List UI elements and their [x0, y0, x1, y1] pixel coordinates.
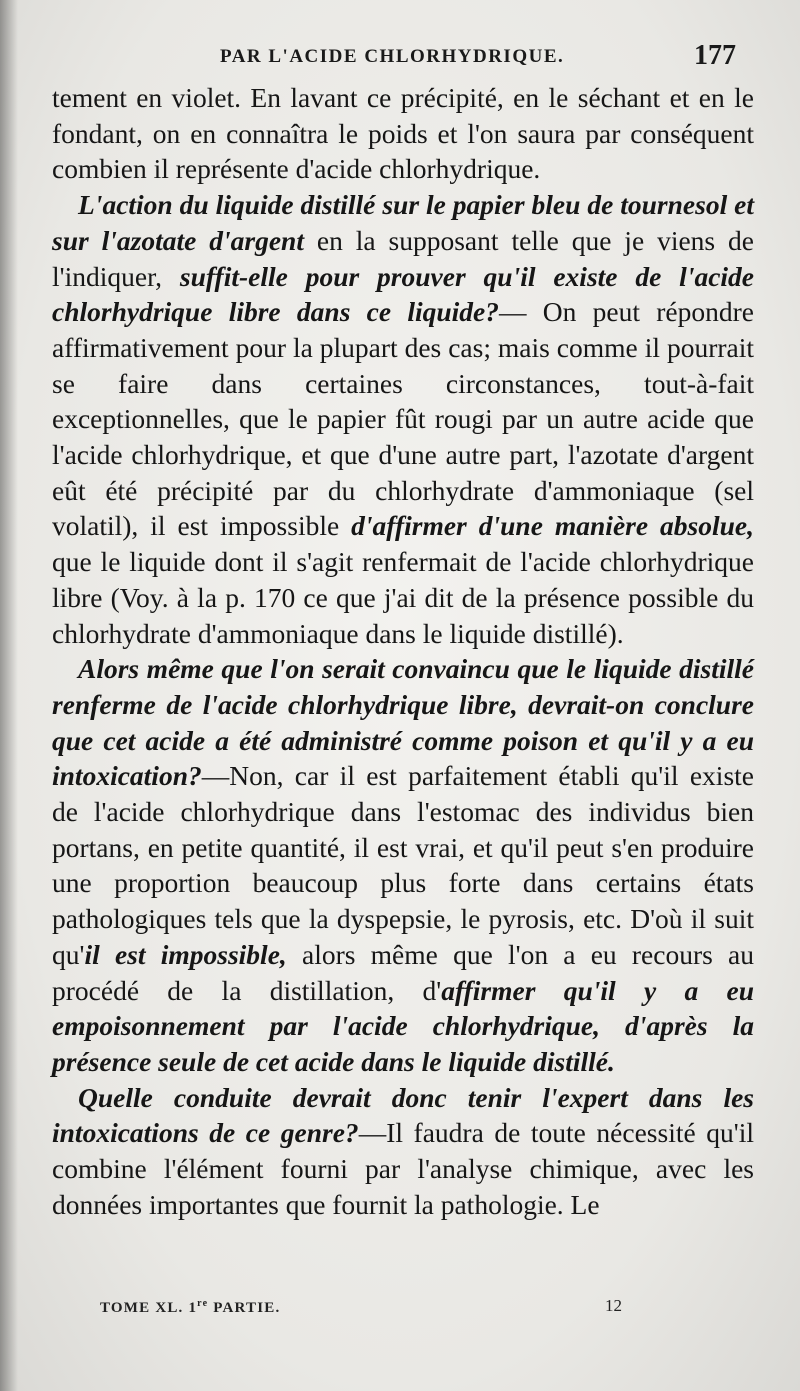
paragraph-2-text-3: que le liquide dont il s'agit renfermait de l'acide chlorhydrique libre (Voy. à la p. 170 ce que j'ai dit de la présence possible du chlorhydrate d'ammoniaque dans le liquide distillé). — [52, 546, 754, 649]
paragraph-2 — [52, 187, 754, 651]
paragraph-3-text-1: —Non, car il est parfaitement établi qu'il existe de l'acide chlorhydrique dans l'estomac des individus bien portans, en petite quantité, il est vrai, et qu'il peut s'en produire une proportion beaucoup plus forte dans certains états pathologiques tels que la dyspepsie, le pyrosis, etc. D'où il suit qu' — [52, 760, 754, 970]
signature-sup: re — [197, 1298, 209, 1309]
signature-prefix: TOME XL. 1 — [100, 1300, 198, 1316]
running-head: PAR L'ACIDE CHLORHYDRIQUE. — [220, 46, 565, 67]
question-3: Quelle conduite devrait donc tenir l'expert dans les intoxications de ce genre? — [52, 1081, 754, 1149]
page-header — [60, 40, 740, 80]
paragraph-4 — [52, 1080, 754, 1223]
emphasis-impossible: il est impossible, — [84, 938, 287, 970]
paragraph-3-text-2: alors même que l'on a eu recours au procédé de la distillation, d' — [52, 938, 755, 1006]
paragraph-4-text-1: —Il faudra de toute nécessité qu'il combine l'élément fourni par l'analyse chimique, avec les données importantes que fournit la pathologie. Le — [52, 1117, 754, 1220]
binding-shadow — [0, 0, 18, 1391]
page-number: 177 — [694, 40, 736, 71]
sheet-number: 12 — [605, 1296, 622, 1315]
question-1-part-2: suffit-elle pour prouver qu'il existe de l'acide chlorhydrique libre dans ce liquide? — [52, 260, 755, 328]
paragraph-3 — [52, 651, 754, 1079]
question-1-part-1: L'action du liquide distillé sur le papier bleu de tournesol et sur l'azotate d'argent — [52, 189, 754, 256]
question-2: Alors même que l'on serait convaincu que le liquide distillé renferme de l'acide chlorhydrique libre, devrait-on conclure que cet acide a été administré comme poison et qu'il y a eu intoxication? — [52, 653, 754, 792]
emphasis-affirmer: d'affirmer d'une manière absolue, — [351, 510, 754, 542]
paragraph-1 — [52, 80, 754, 187]
paragraph-2-text-1: en la supposant telle que je viens de l'indiquer, — [52, 224, 754, 292]
signature-suffix: PARTIE. — [208, 1300, 281, 1316]
paragraph-1-text: tement en violet. En lavant ce précipité, en le séchant et en le fondant, on en connaîtra le poids et l'on saura par conséquent combien il représente d'acide chlorhydrique. — [52, 82, 754, 185]
signature-mark — [100, 1298, 280, 1317]
body-text — [52, 80, 754, 1223]
paragraph-2-text-2: — On peut répondre affirmativement pour la plupart des cas; mais comme il pourrait se faire dans certaines circonstances, tout-à-fait exceptionnelles, que le papier fût rougi par un autre acide que l'acide chlorhydrique, et que d'une autre part, l'azotate d'argent eût été précipité par du chlorhydrate d'ammoniaque (sel volatil), il est impossible — [52, 296, 754, 542]
emphasis-conclusion: affirmer qu'il y a eu empoisonnement par l'acide chlorhydrique, d'après la présence seule de cet acide dans le liquide distillé. — [52, 974, 754, 1077]
page-footer — [100, 1298, 740, 1328]
